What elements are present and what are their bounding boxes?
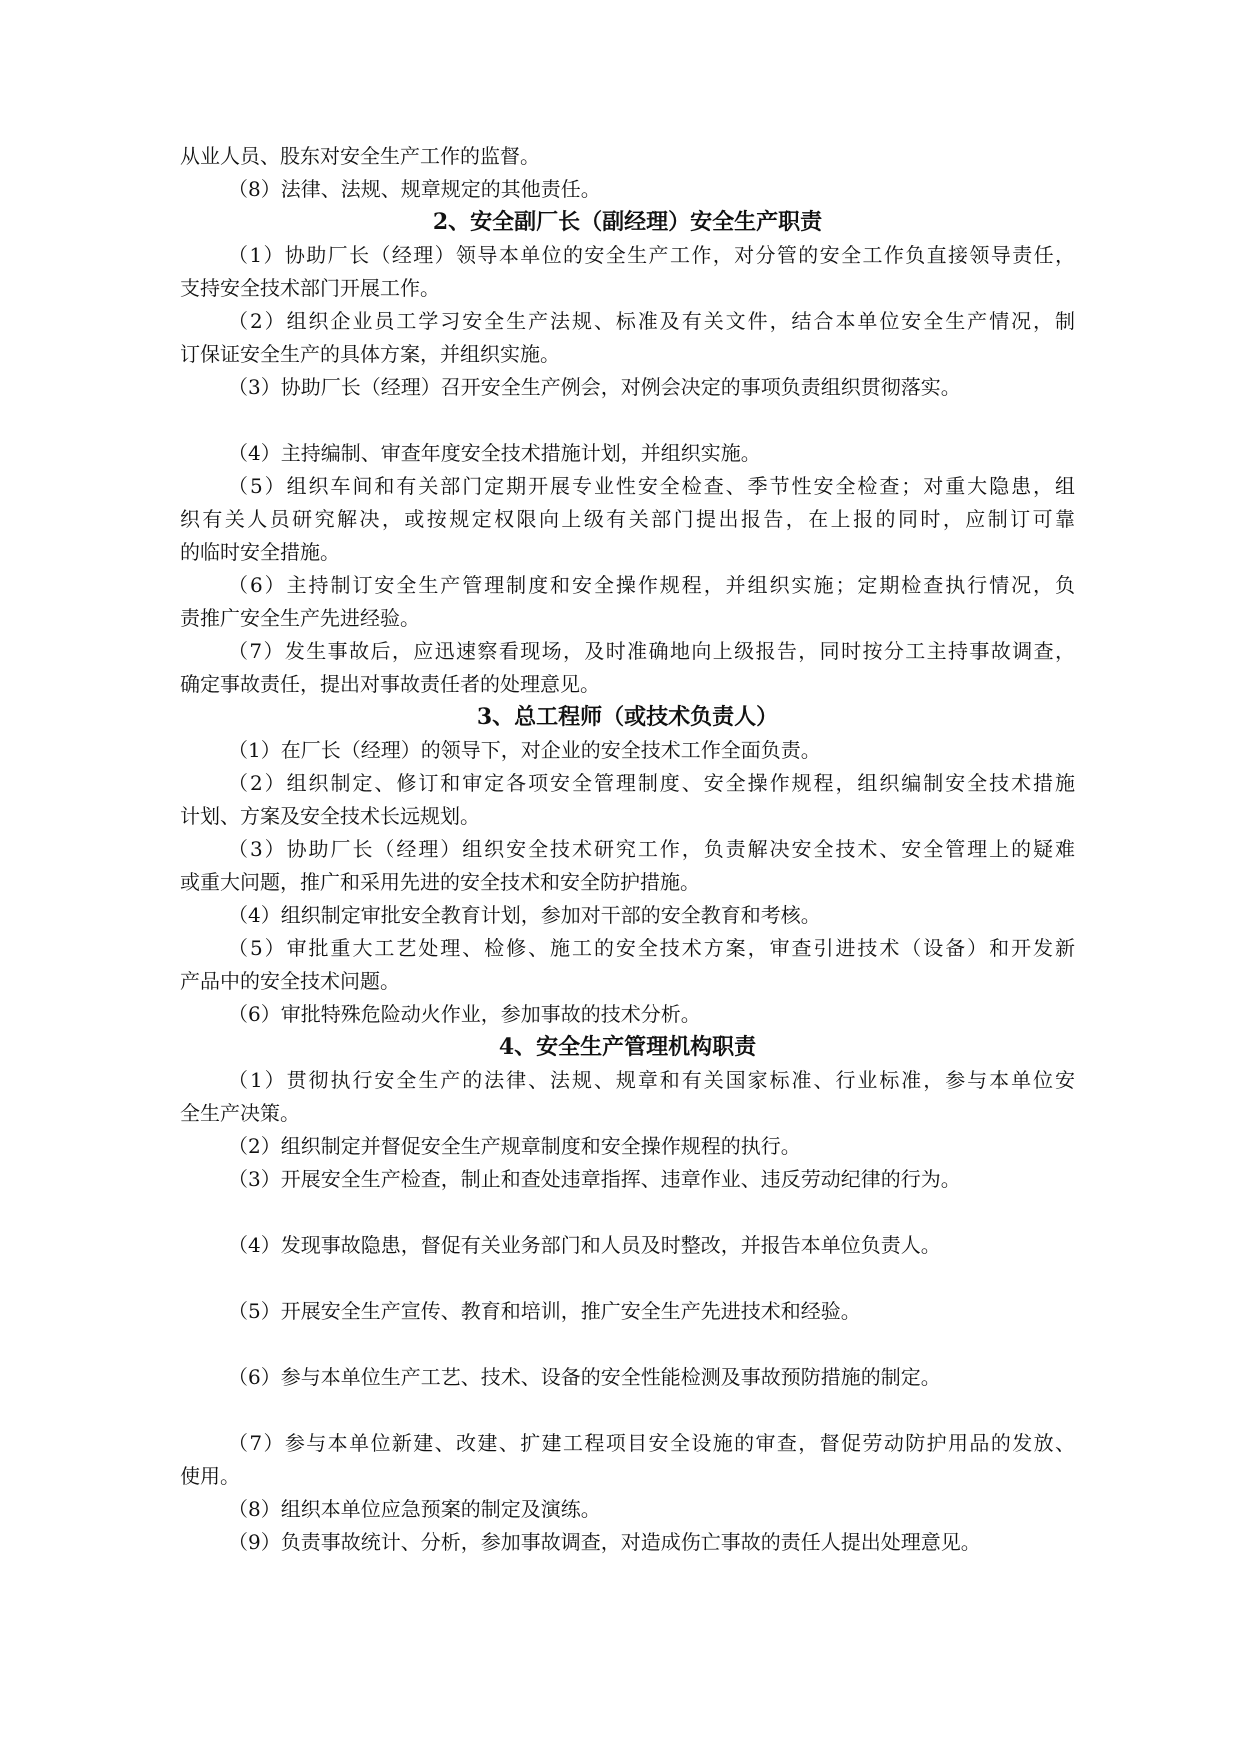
paragraph-line: 从业人员、股东对安全生产工作的监督。 <box>180 144 540 168</box>
paragraph-line: （8）法律、法规、规章规定的其他责任。 <box>228 177 601 201</box>
paragraph-line: （2）组织制定、修订和审定各项安全管理制度、安全操作规程，组织编制安全技术措施 <box>228 771 1075 795</box>
paragraph-line: （8）组织本单位应急预案的制定及演练。 <box>228 1497 601 1521</box>
paragraph-line: （9）负责事故统计、分析，参加事故调查，对造成伤亡事故的责任人提出处理意见。 <box>228 1530 981 1554</box>
paragraph-line: 全生产决策。 <box>180 1101 300 1125</box>
paragraph-line: （7）参与本单位新建、改建、扩建工程项目安全设施的审查，督促劳动防护用品的发放、 <box>228 1431 1075 1455</box>
section-heading: 2、安全副厂长（副经理）安全生产职责 <box>432 209 823 235</box>
paragraph-line: （7）发生事故后，应迅速察看现场，及时准确地向上级报告，同时按分工主持事故调查， <box>228 639 1075 663</box>
paragraph-line: （3）协助厂长（经理）组织安全技术研究工作，负责解决安全技术、安全管理上的疑难 <box>228 837 1075 861</box>
paragraph-line: （2）组织企业员工学习安全生产法规、标准及有关文件，结合本单位安全生产情况，制 <box>228 309 1075 333</box>
paragraph-line: （3）协助厂长（经理）召开安全生产例会，对例会决定的事项负责组织贯彻落实。 <box>228 375 961 399</box>
paragraph-line: 确定事故责任，提出对事故责任者的处理意见。 <box>180 672 600 696</box>
paragraph-line: 使用。 <box>180 1464 240 1488</box>
paragraph-line: （6）参与本单位生产工艺、技术、设备的安全性能检测及事故预防措施的制定。 <box>228 1365 941 1389</box>
paragraph-line: （3）开展安全生产检查，制止和查处违章指挥、违章作业、违反劳动纪律的行为。 <box>228 1167 961 1191</box>
paragraph-line: 产品中的安全技术问题。 <box>180 969 400 993</box>
paragraph-line: 支持安全技术部门开展工作。 <box>180 276 440 300</box>
paragraph-line: 织有关人员研究解决，或按规定权限向上级有关部门提出报告，在上报的同时，应制订可靠 <box>180 507 1075 531</box>
paragraph-line: 订保证安全生产的具体方案，并组织实施。 <box>180 342 560 366</box>
section-heading: 3、总工程师（或技术负责人） <box>476 704 779 730</box>
document-page <box>180 140 1075 1559</box>
paragraph-line: （5）开展安全生产宣传、教育和培训，推广安全生产先进技术和经验。 <box>228 1299 861 1323</box>
paragraph-line: 计划、方案及安全技术长远规划。 <box>180 804 480 828</box>
blank-line <box>180 1394 1075 1427</box>
blank-line <box>180 1196 1075 1229</box>
paragraph-line: （5）组织车间和有关部门定期开展专业性安全检查、季节性安全检查；对重大隐患，组 <box>228 474 1075 498</box>
section-heading: 4、安全生产管理机构职责 <box>498 1034 757 1060</box>
paragraph-line: （1）在厂长（经理）的领导下，对企业的安全技术工作全面负责。 <box>228 738 821 762</box>
paragraph-line: 或重大问题，推广和采用先进的安全技术和安全防护措施。 <box>180 870 700 894</box>
paragraph-line: （5）审批重大工艺处理、检修、施工的安全技术方案，审查引进技术（设备）和开发新 <box>228 936 1075 960</box>
paragraph-line: （2）组织制定并督促安全生产规章制度和安全操作规程的执行。 <box>228 1134 801 1158</box>
blank-line <box>180 404 1075 437</box>
paragraph-line: （6）审批特殊危险动火作业，参加事故的技术分析。 <box>228 1002 701 1026</box>
paragraph-line: （4）发现事故隐患，督促有关业务部门和人员及时整改，并报告本单位负责人。 <box>228 1233 941 1257</box>
blank-line <box>180 1328 1075 1361</box>
paragraph-line: （1）协助厂长（经理）领导本单位的安全生产工作，对分管的安全工作负直接领导责任， <box>228 243 1075 267</box>
paragraph-line: 责推广安全生产先进经验。 <box>180 606 420 630</box>
paragraph-line: 的临时安全措施。 <box>180 540 340 564</box>
paragraph-line: （1）贯彻执行安全生产的法律、法规、规章和有关国家标准、行业标准，参与本单位安 <box>228 1068 1075 1092</box>
paragraph-line: （6）主持制订安全生产管理制度和安全操作规程，并组织实施；定期检查执行情况，负 <box>228 573 1075 597</box>
paragraph-line: （4）主持编制、审查年度安全技术措施计划，并组织实施。 <box>228 441 761 465</box>
blank-line <box>180 1262 1075 1295</box>
paragraph-line: （4）组织制定审批安全教育计划，参加对干部的安全教育和考核。 <box>228 903 821 927</box>
